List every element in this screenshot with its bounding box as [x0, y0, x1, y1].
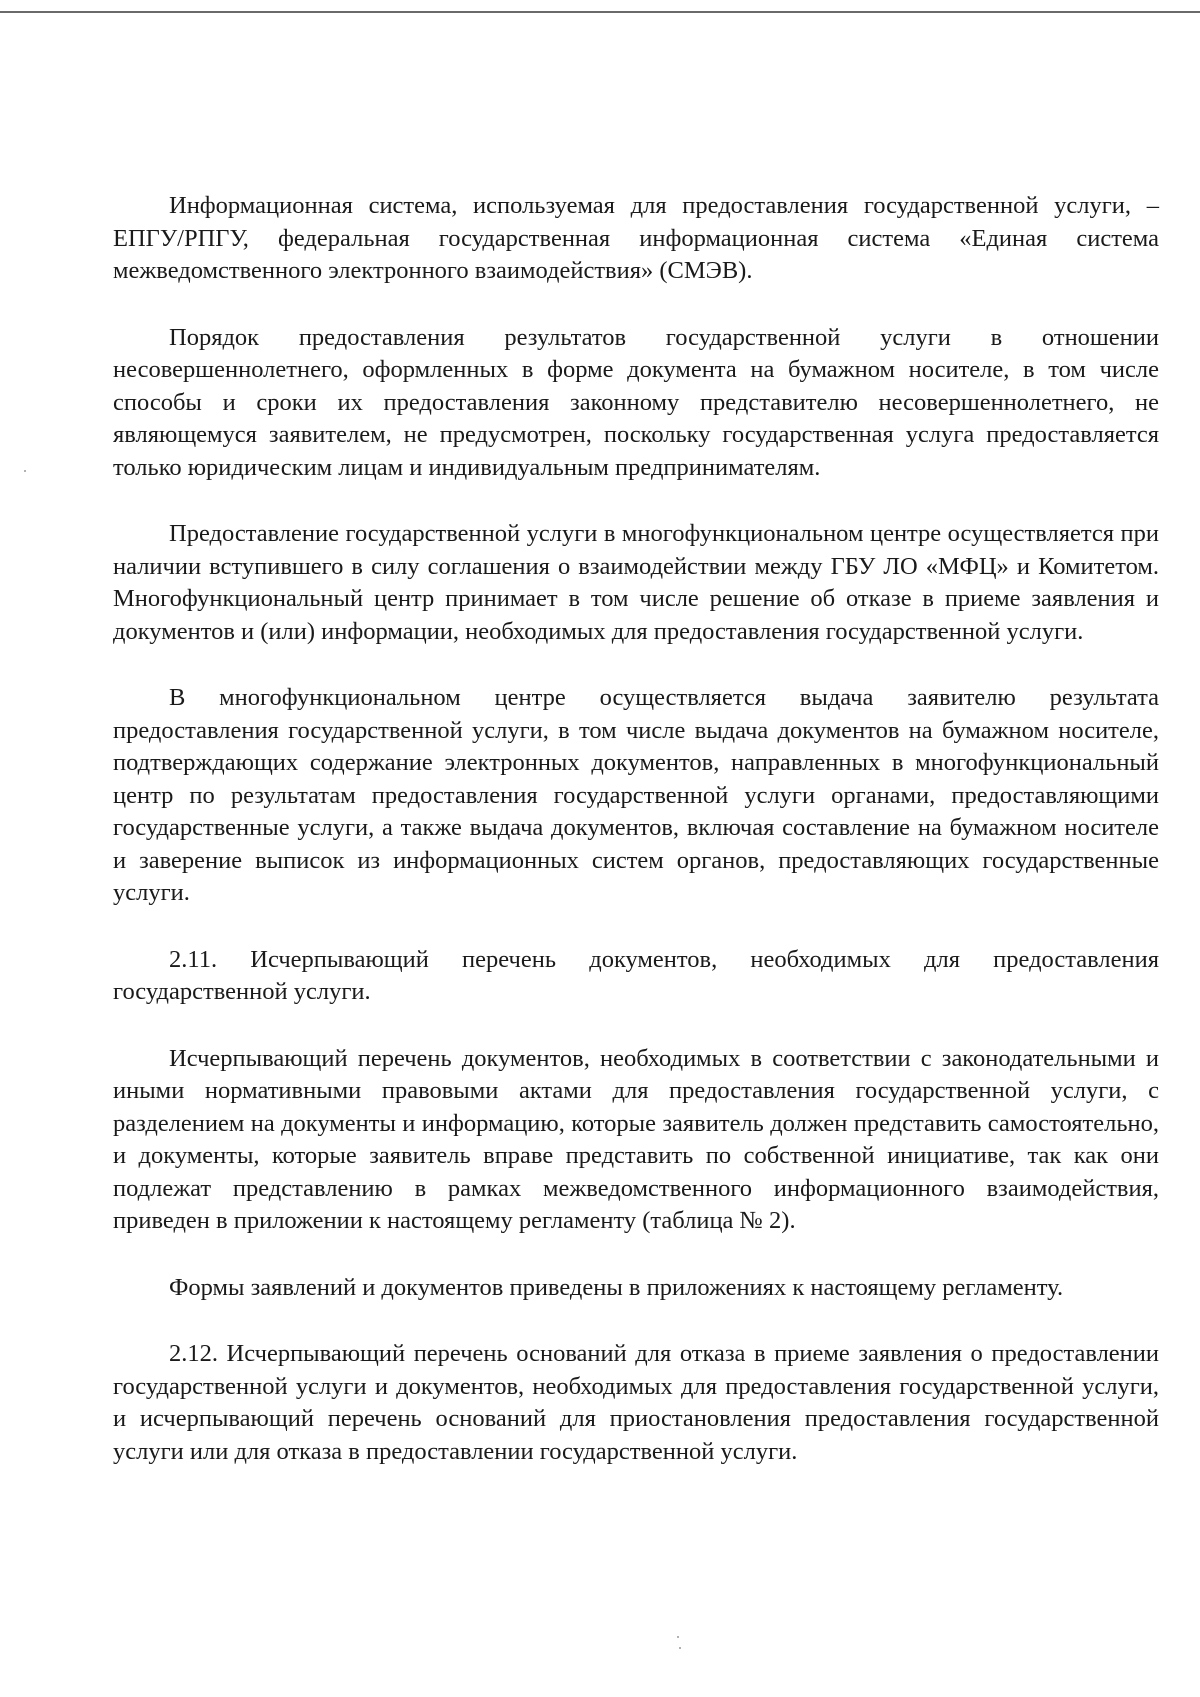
scan-speck: [24, 470, 26, 472]
scan-top-edge-line: [0, 11, 1200, 13]
document-body: [113, 190, 1159, 1502]
paragraph-document-list: Исчерпывающий перечень документов, необходимых в соответствии с законодательными и иными нормативными правовыми актами для предоставления государственной услуги, с разделением на документы и информацию, которые заявитель должен представить самостоятельно, и документы, которые заявитель вправе представить по собственной инициативе, так как они подлежат представлению в рамках межведомственного информационного взаимодействия, приведен в приложении к настоящему регламенту (таблица № 2).: [113, 1044, 1159, 1234]
paragraph-information-system: Информационная система, используемая для предоставления государственной услуги, – ЕПГУ/РПГУ, федеральная государственная информационная система «Единая система межведомственного электронного взаимодействия» (СМЭВ).: [113, 192, 1159, 284]
section-2-12-heading: 2.12. Исчерпывающий перечень оснований для отказа в приеме заявления о предоставлении государственной услуги и документов, необходимых для предоставления государственной услуги, и исчерпывающий перечень оснований для приостановления предоставления государственной услуги или для отказа в предоставлении государственной услуги.: [113, 1340, 1159, 1465]
paragraph-mfc-provision: Предоставление государственной услуги в многофункциональном центре осуществляется при наличии вступившего в силу соглашения о взаимодействии между ГБУ ЛО «МФЦ» и Комитетом. Многофункциональный центр принимает в том числе решение об отказе в приеме заявления и документов и (или) информации, необходимых для предоставления государственной услуги.: [113, 520, 1159, 645]
section-2-11-heading: 2.11. Исчерпывающий перечень документов, необходимых для предоставления государственной услуги.: [113, 945, 1159, 1005]
scan-speck: [677, 1636, 679, 1638]
paragraph-minor-results-procedure: Порядок предоставления результатов государственной услуги в отношении несовершеннолетнего, оформленных в форме документа на бумажном носителе, в том числе способы и сроки их предоставления законному представителю несовершеннолетнего, не являющемуся заявителем, не предусмотрен, поскольку государственная услуга предоставляется только юридическим лицам и индивидуальным предпринимателям.: [113, 323, 1159, 481]
paragraph-mfc-issuance: В многофункциональном центре осуществляется выдача заявителю результата предоставления государственной услуги, в том числе выдача документов на бумажном носителе, подтверждающих содержание электронных документов, направленных в многофункциональный центр по результатам предоставления государственной услуги органами, предоставляющими государственные услуги, а также выдача документов, включая составление на бумажном носителе и заверение выписок из информационных систем органов, предоставляющих государственные услуги.: [113, 684, 1159, 906]
paragraph-forms: Формы заявлений и документов приведены в приложениях к настоящему регламенту.: [169, 1273, 1064, 1301]
scan-speck: [679, 1647, 681, 1649]
